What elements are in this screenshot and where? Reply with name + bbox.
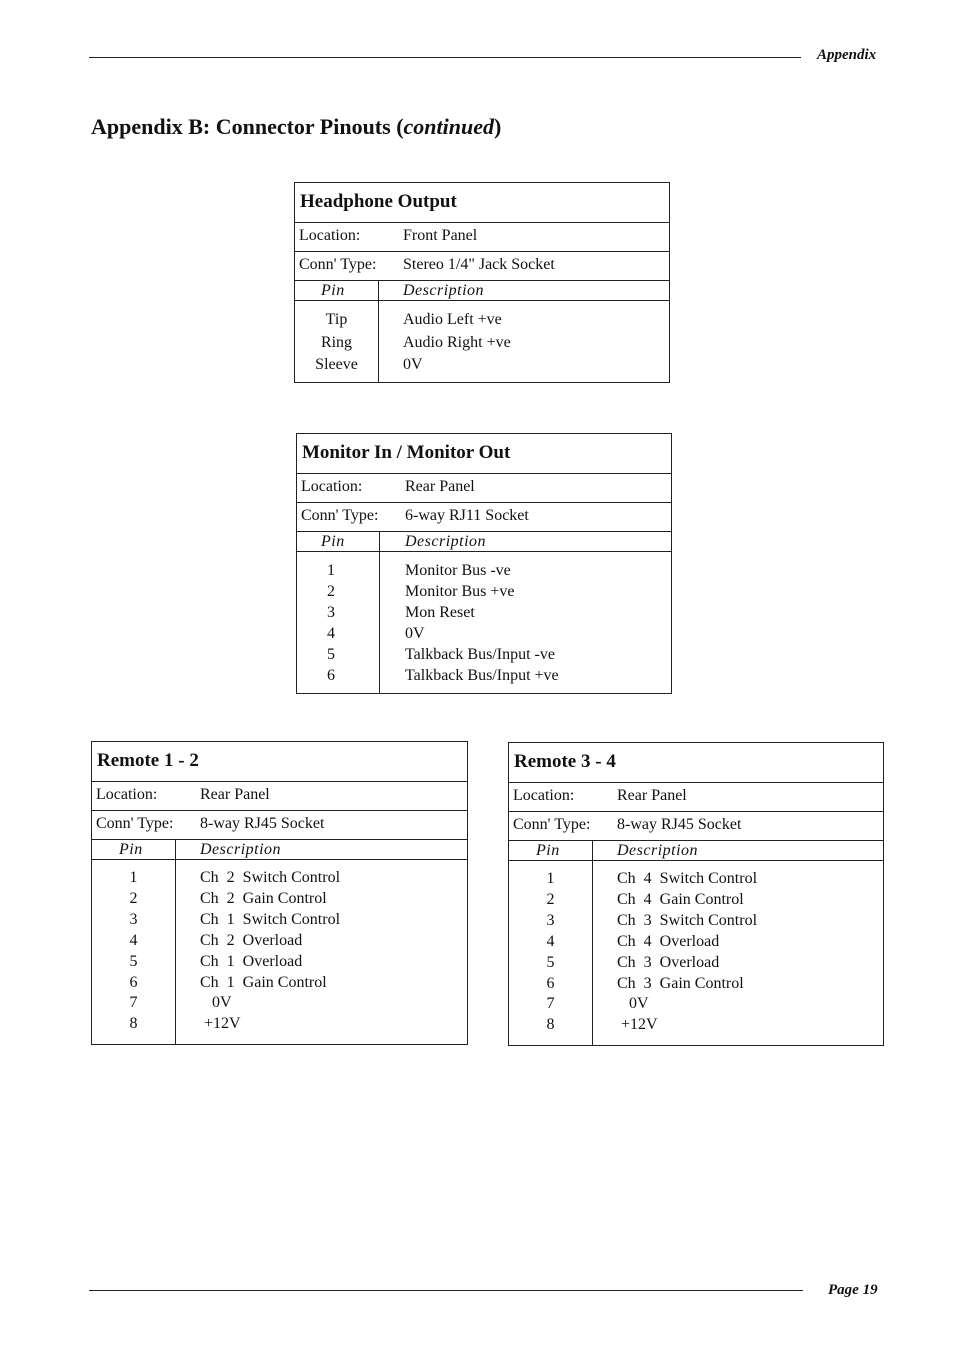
pin-header: Pin xyxy=(321,533,345,550)
conn-type-label: Conn' Type: xyxy=(301,507,379,524)
conn-type-row xyxy=(297,503,671,532)
footer-rule xyxy=(89,1290,803,1291)
pin-list xyxy=(509,869,592,1036)
description-header: Description xyxy=(405,533,487,550)
list-item: Ch 4 Switch Control xyxy=(617,870,758,887)
list-item: Monitor Bus +ve xyxy=(405,582,515,600)
table-title: Remote 1 - 2 xyxy=(92,742,467,782)
list-item: Tip xyxy=(325,311,348,328)
conn-type-label: Conn' Type: xyxy=(96,815,174,832)
list-item: Sleeve xyxy=(315,356,358,373)
location-value: Rear Panel xyxy=(200,786,270,803)
location-label: Location: xyxy=(513,787,575,804)
list-item: 4 xyxy=(327,624,335,642)
list-item: Ring xyxy=(320,333,353,351)
column-divider xyxy=(592,841,593,1045)
pin-list xyxy=(92,868,175,1035)
list-item: Ch 4 Overload xyxy=(617,932,720,950)
column-divider xyxy=(175,840,176,1044)
conn-type-value: 8-way RJ45 Socket xyxy=(200,815,325,832)
location-row xyxy=(297,474,671,503)
list-item: Ch 1 Gain Control xyxy=(200,973,327,991)
list-item: Ch 3 Overload xyxy=(617,953,720,971)
description-header: Description xyxy=(200,841,282,858)
list-item: 2 xyxy=(546,890,555,908)
conn-type-row xyxy=(509,812,883,841)
header-rule xyxy=(89,57,801,58)
conn-type-label: Conn' Type: xyxy=(299,256,377,273)
list-item: Ch 3 Switch Control xyxy=(617,911,758,929)
pin-header: Pin xyxy=(119,841,143,858)
pin-list xyxy=(297,561,365,686)
list-item: 3 xyxy=(129,910,138,928)
list-item: 0V xyxy=(405,624,425,642)
list-item: 7 xyxy=(546,995,555,1013)
list-item: 5 xyxy=(129,952,138,970)
pin-header: Pin xyxy=(321,282,345,299)
list-item: 5 xyxy=(546,953,555,971)
remote-1-2-table xyxy=(91,741,468,1045)
pin-header-row xyxy=(92,840,467,860)
list-item: Ch 3 Gain Control xyxy=(617,974,744,992)
list-item: 3 xyxy=(327,603,335,621)
list-item: Mon Reset xyxy=(405,603,475,621)
location-label: Location: xyxy=(301,478,363,495)
list-item: 1 xyxy=(546,870,555,887)
table-title: Remote 3 - 4 xyxy=(509,743,883,783)
list-item: Talkback Bus/Input -ve xyxy=(405,645,555,663)
table-title: Headphone Output xyxy=(295,183,669,223)
list-item: 6 xyxy=(546,974,555,992)
description-list xyxy=(200,868,340,1035)
list-item: 0V xyxy=(403,356,423,373)
page-number: Page 19 xyxy=(828,1282,878,1298)
pin-header-row xyxy=(295,281,669,301)
conn-type-value: Stereo 1/4" Jack Socket xyxy=(403,256,555,273)
location-label: Location: xyxy=(96,786,158,803)
list-item: Audio Left +ve xyxy=(403,311,502,328)
list-item: Monitor Bus -ve xyxy=(405,562,511,579)
description-header: Description xyxy=(617,842,699,859)
remote-3-4-table xyxy=(508,742,884,1046)
headphone-output-table xyxy=(294,182,670,383)
page-title: Appendix B: Connector Pinouts (continued) xyxy=(91,114,502,139)
conn-type-row xyxy=(295,252,669,281)
location-label: Location: xyxy=(299,227,361,244)
description-list xyxy=(405,561,559,686)
list-item: 3 xyxy=(546,911,555,929)
pin-list xyxy=(295,309,378,377)
list-item: 1 xyxy=(327,562,335,579)
list-item: Ch 2 Overload xyxy=(200,931,303,949)
location-row xyxy=(509,783,883,812)
column-divider xyxy=(378,281,379,382)
list-item: +12V xyxy=(617,1016,658,1034)
monitor-table xyxy=(296,433,672,694)
pin-header-row xyxy=(297,532,671,552)
conn-type-row xyxy=(92,811,467,840)
list-item: Ch 4 Gain Control xyxy=(617,890,744,908)
list-item: 6 xyxy=(327,666,335,684)
location-row xyxy=(92,782,467,811)
list-item: 8 xyxy=(129,1015,138,1033)
list-item: Talkback Bus/Input +ve xyxy=(405,666,559,684)
location-row xyxy=(295,223,669,252)
list-item: 4 xyxy=(546,932,555,950)
pin-header-row xyxy=(509,841,883,861)
description-list xyxy=(617,869,757,1036)
list-item: 0V xyxy=(200,994,232,1012)
conn-type-label: Conn' Type: xyxy=(513,816,591,833)
list-item: 2 xyxy=(327,582,335,600)
list-item: Ch 1 Overload xyxy=(200,952,303,970)
list-item: 8 xyxy=(546,1016,555,1034)
list-item: 1 xyxy=(129,869,138,886)
list-item: 0V xyxy=(617,995,649,1013)
list-item: 7 xyxy=(129,994,138,1012)
title-emphasis: continued xyxy=(403,114,494,139)
location-value: Front Panel xyxy=(403,227,478,244)
list-item: 6 xyxy=(129,973,138,991)
conn-type-value: 8-way RJ45 Socket xyxy=(617,816,742,833)
list-item: Ch 2 Gain Control xyxy=(200,889,327,907)
description-header: Description xyxy=(403,282,485,299)
header-section-label: Appendix xyxy=(817,47,877,63)
list-item: 2 xyxy=(129,889,138,907)
location-value: Rear Panel xyxy=(405,478,475,495)
list-item: +12V xyxy=(200,1015,241,1033)
list-item: Ch 1 Switch Control xyxy=(200,910,341,928)
table-title: Monitor In / Monitor Out xyxy=(297,434,671,474)
pin-header: Pin xyxy=(536,842,560,859)
conn-type-value: 6-way RJ11 Socket xyxy=(405,507,529,524)
description-list xyxy=(403,309,511,377)
list-item: 4 xyxy=(129,931,138,949)
list-item: Audio Right +ve xyxy=(403,333,511,351)
column-divider xyxy=(379,532,380,693)
location-value: Rear Panel xyxy=(617,787,687,804)
list-item: 5 xyxy=(327,645,335,663)
list-item: Ch 2 Switch Control xyxy=(200,869,341,886)
